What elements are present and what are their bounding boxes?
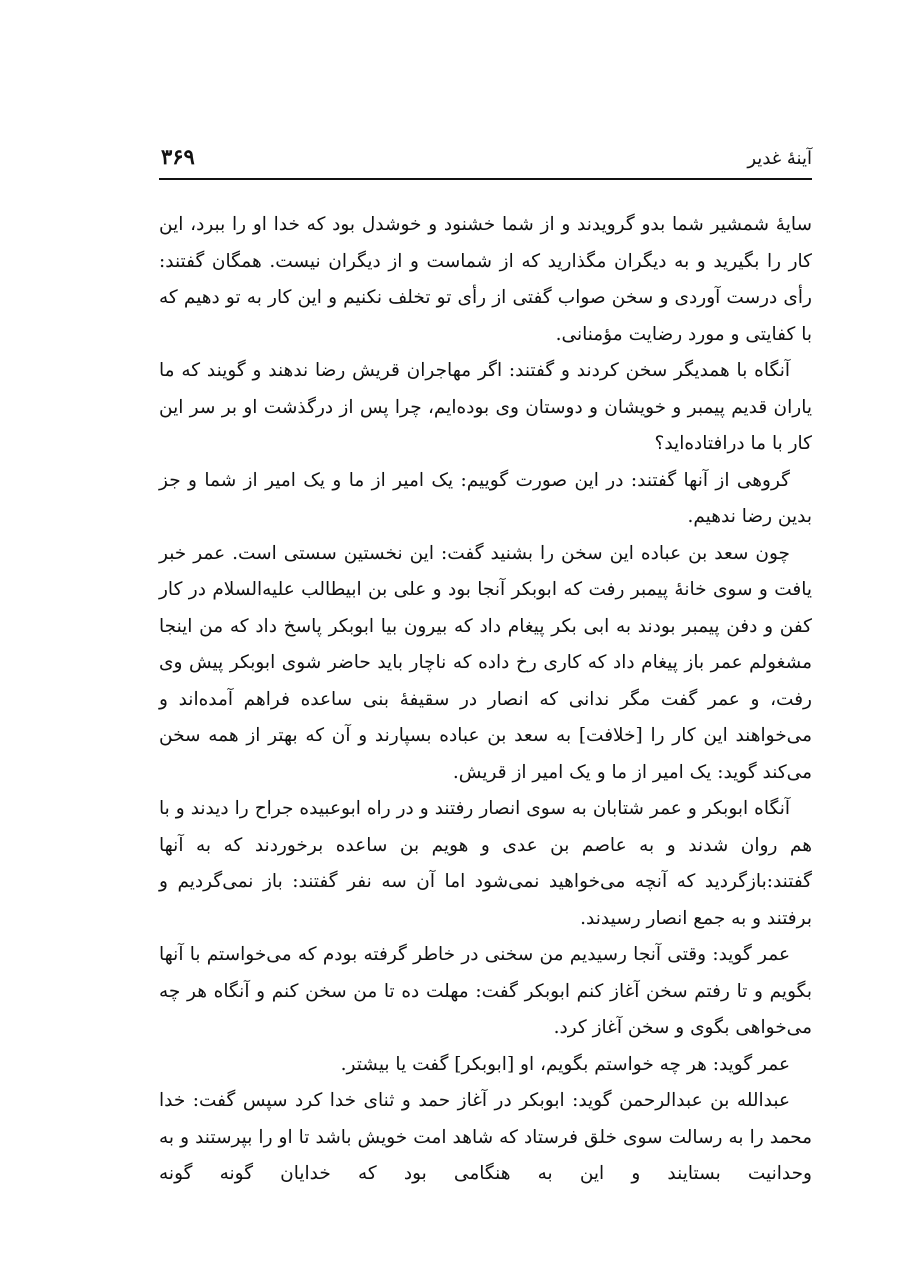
paragraph: آنگاه با همدیگر سخن کردند و گفتند: اگر مهاجران قریش رضا ندهند و گویند که ما یاران قدیم پیمبر و خویشان و دوستان وی بوده‌ایم، چرا پس از درگذشت او بر سر این کار با ما درافتاده‌اید؟: [159, 360, 812, 454]
paragraph: چون سعد بن عباده این سخن را بشنید گفت: این نخستین سستی است. عمر خبر یافت و سوی خانهٔ پیمبر رفت که ابوبکر آنجا بود و علی بن ابیطالب علیه‌السلام در کار کفن و دفن پیمبر بودند به ابی بکر پیغام داد که بیرون بیا ابوبکر پاسخ داد که من اینجا مشغولم عمر باز پیغام داد که کاری رخ داده که ناچار باید حاضر شوی ابوبکر پیش وی رفت، و عمر گفت مگر ندانی که انصار در سقیفهٔ بنی ساعده فراهم آمده‌اند و می‌خواهند این کار را [خلافت] به سعد بن عباده بسپارند و آن که بهتر از همه سخن می‌کند گوید: یک امیر از ما و یک امیر از قریش.: [159, 542, 812, 783]
paragraph: عبدالله بن عبدالرحمن گوید: ابوبکر در آغاز حمد و ثنای خدا کرد سپس گفت: خدا محمد را به رسالت سوی خلق فرستاد که شاهد امت خویش باشد تا او را بپرستند و به وحدانیت بستایند و این به هنگامی بود که خدایان گونه گونه: [159, 1090, 812, 1184]
body-text: [159, 207, 812, 1193]
paragraph: آنگاه ابوبکر و عمر شتابان به سوی انصار رفتند و در راه ابوعبیده جراح را دیدند و با هم روان شدند و به عاصم بن عدی و هویم بن ساعده برخوردند که به آنها گفتند:بازگردید که آنچه می‌خواهید نمی‌شود اما آن سه نفر گفتند: باز نمی‌گردیم و برفتند و به جمع انصار رسیدند.: [159, 798, 812, 929]
paragraph: گروهی از آنها گفتند: در این صورت گوییم: یک امیر از ما و یک امیر از شما و جز بدین رضا ندهیم.: [159, 469, 812, 527]
page-number: ۳۶۹: [161, 144, 195, 169]
running-header-title: آینهٔ غدیر: [747, 148, 812, 169]
paragraph: عمر گوید: وقتی آنجا رسیدیم من سخنی در خاطر گرفته بودم که می‌خواستم با آنها بگویم و تا رفتم سخن آغاز کنم ابوبکر گفت: مهلت ده تا من سخن کنم و آنگاه هر چه می‌خواهی بگوی و سخن آغاز کرد.: [159, 944, 812, 1038]
header-divider: [159, 178, 812, 180]
running-header: [159, 140, 812, 176]
paragraph: سایهٔ شمشیر شما بدو گرویدند و از شما خشنود و خوشدل بود که خدا او را ببرد، این کار را بگیرید و به دیگران مگذارید که از شماست و از دیگران نیست. همگان گفتند: رأی درست آوردی و سخن صواب گفتی از رأی تو تخلف نکنیم و این کار به تو دهیم که با کفایتی و مورد رضایت مؤمنانی.: [159, 214, 812, 345]
paragraph: عمر گوید: هر چه خواستم بگویم، او [ابوبکر] گفت یا بیشتر.: [340, 1053, 790, 1075]
